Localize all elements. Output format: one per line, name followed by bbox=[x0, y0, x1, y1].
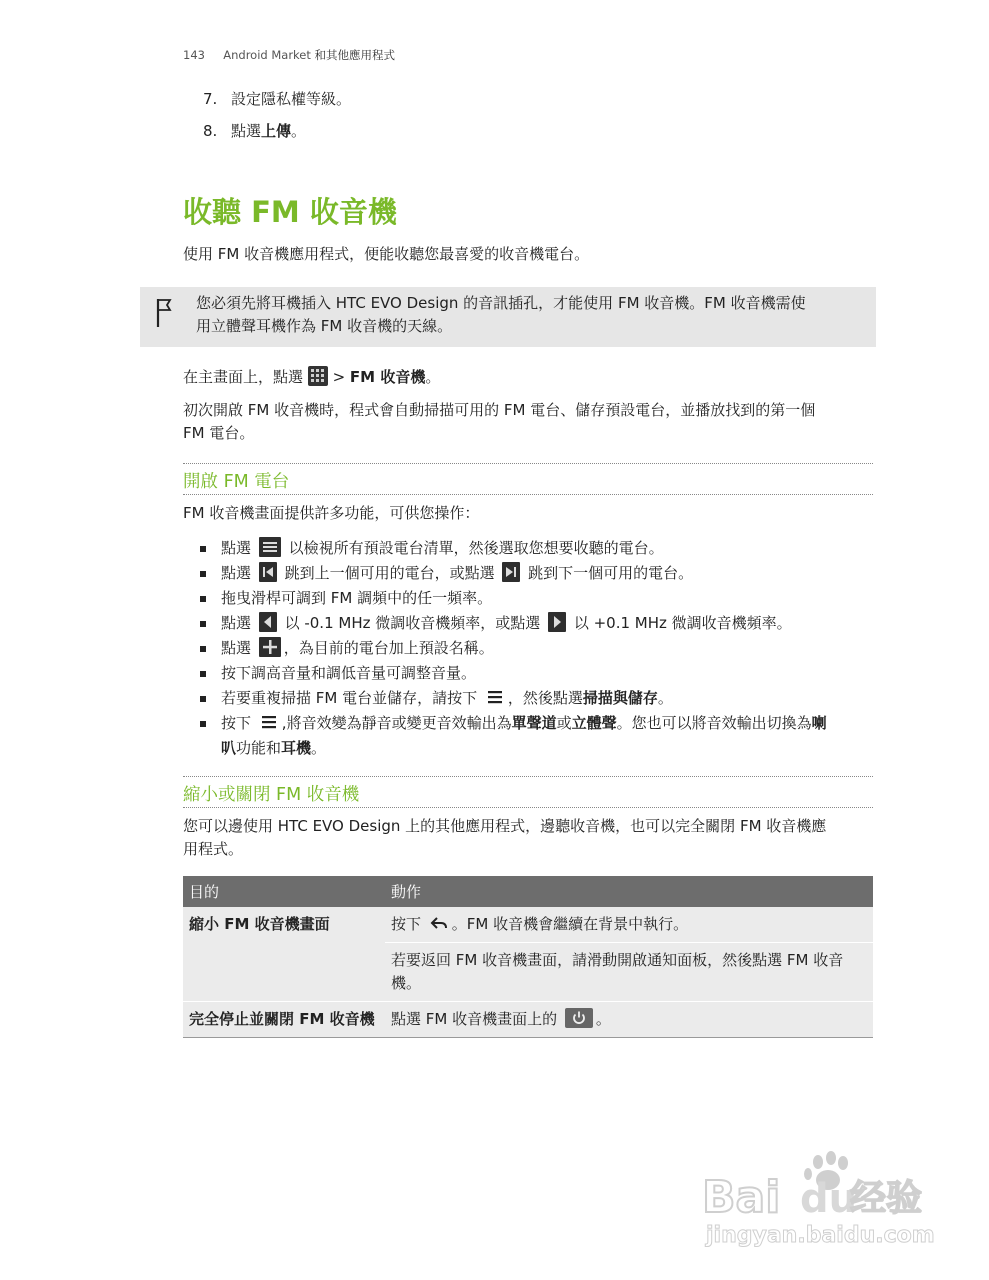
tune-up-icon bbox=[548, 612, 566, 632]
table-cell: 點選 FM 收音機畫面上的 。 bbox=[385, 1002, 873, 1038]
watermark-brand-du: du bbox=[800, 1176, 858, 1222]
list-item: 點選 以 -0.1 MHz 微調收音機頻率，或點選 以 +0.1 MHz 微調收音機頻率。 bbox=[198, 611, 878, 636]
section-close-text: 您可以邊使用 HTC EVO Design 上的其他應用程式，邊聽收音機，也可以完全關閉 FM 收音機應 用程式。 bbox=[183, 817, 827, 858]
table-header-row bbox=[183, 876, 873, 907]
column-header-action: 動作 bbox=[385, 876, 873, 907]
add-preset-icon bbox=[259, 637, 281, 657]
list-item: 按下調高音量和調低音量可調整音量。 bbox=[198, 661, 878, 686]
chapter-name: 和其他應用程式 bbox=[314, 48, 396, 62]
page-header bbox=[183, 47, 395, 63]
list-item: 按下 ,將音效變為靜音或變更音效輸出為單聲道或立體聲。您也可以將音效輸出切換為喇 叭功能和耳機。 bbox=[198, 711, 878, 761]
feature-list bbox=[198, 536, 878, 761]
watermark-cn: 经验 bbox=[850, 1178, 923, 1219]
tune-down-icon bbox=[259, 612, 277, 632]
next-station-icon bbox=[502, 562, 520, 582]
note-text: 您必須先將耳機插入 HTC EVO Design 的音訊插孔，才能使用 FM 收音機。FM 收音機需使 用立體聲耳機作為 FM 收音機的天線。 bbox=[196, 294, 806, 335]
watermark-brand: Bai bbox=[702, 1172, 781, 1223]
previous-station-icon bbox=[259, 562, 277, 582]
watermark-url: jingyan.baidu.com bbox=[706, 1223, 935, 1248]
page-number: 143 bbox=[183, 48, 205, 62]
list-icon bbox=[259, 537, 281, 557]
list-item: 點選 以檢視所有預設電台清單，然後選取您想要收聽的電台。 bbox=[198, 536, 878, 561]
all-apps-icon bbox=[308, 366, 328, 386]
section-name: Android Market bbox=[223, 48, 311, 62]
table-cell: 縮小 FM 收音機畫面 bbox=[183, 907, 385, 1002]
menu-icon bbox=[259, 712, 279, 732]
step-7: 7. 設定隱私權等級。 bbox=[203, 90, 352, 108]
page-title: 收聽 FM 收音機 bbox=[183, 195, 397, 229]
section-heading-close: 縮小或關閉 FM 收音機 bbox=[183, 776, 873, 808]
baidu-watermark bbox=[700, 1150, 940, 1250]
column-header-goal: 目的 bbox=[183, 876, 385, 907]
list-item: 點選 ，為目前的電台加上預設名稱。 bbox=[198, 636, 878, 661]
back-icon bbox=[429, 913, 449, 933]
list-item: 若要重複掃描 FM 電台並儲存，請按下 ，然後點選掃描與儲存。 bbox=[198, 686, 878, 711]
power-icon bbox=[565, 1008, 593, 1028]
table-cell: 完全停止並關閉 FM 收音機 bbox=[183, 1002, 385, 1038]
list-item: 點選 跳到上一個可用的電台，或點選 跳到下一個可用的電台。 bbox=[198, 561, 878, 586]
home-step: 在主畫面上，點選 > FM 收音機。 bbox=[183, 368, 441, 386]
section-heading-open: 開啟 FM 電台 bbox=[183, 463, 873, 495]
table-row bbox=[183, 1002, 873, 1038]
intro-text: 使用 FM 收音機應用程式，便能收聽您最喜愛的收音機電台。 bbox=[183, 245, 590, 263]
flag-icon bbox=[155, 297, 173, 329]
menu-icon bbox=[485, 687, 505, 707]
section-open-intro: FM 收音機畫面提供許多功能，可供您操作： bbox=[183, 504, 480, 522]
table-cell: 按下 。FM 收音機會繼續在背景中執行。 若要返回 FM 收音機畫面，請滑動開啟通知面板，然後點選 FM 收音機。 bbox=[385, 907, 873, 1002]
step-8: 8. 點選上傳。 bbox=[203, 122, 307, 140]
table-row bbox=[183, 907, 873, 1002]
actions-table bbox=[183, 876, 873, 1038]
first-open-text: 初次開啟 FM 收音機時，程式會自動掃描可用的 FM 電台、儲存預設電台，並播放找到的第一個 FM 電台。 bbox=[183, 401, 816, 442]
list-item: 拖曳滑桿可調到 FM 調頻中的任一頻率。 bbox=[198, 586, 878, 611]
